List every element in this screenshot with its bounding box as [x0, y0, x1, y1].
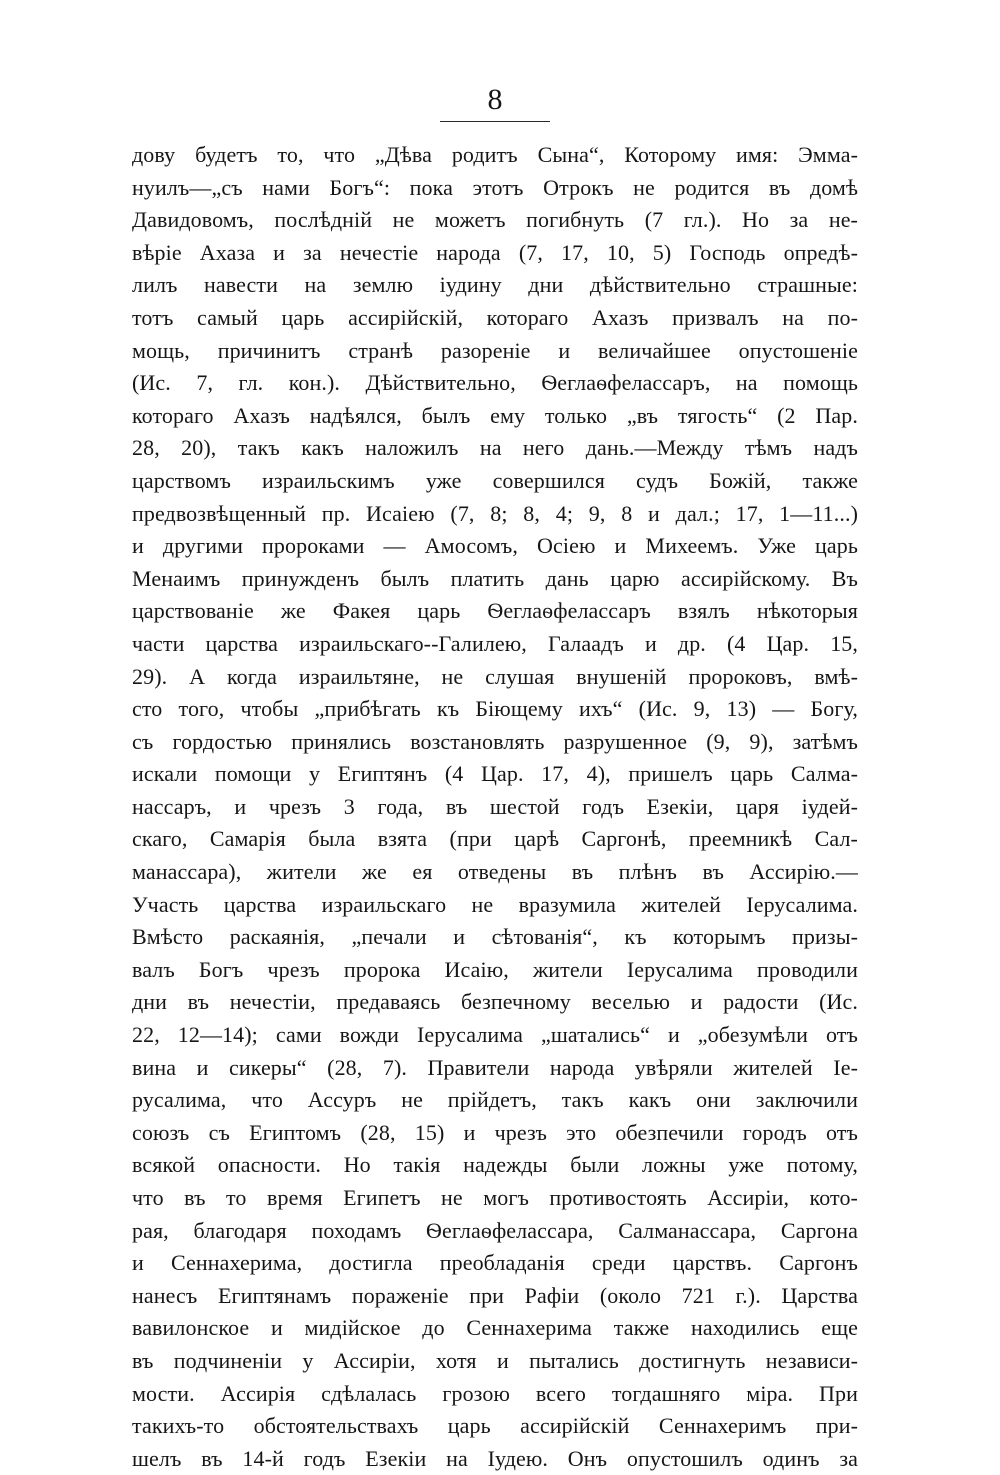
text-line: вина и сикеры“ (28, 7). Правители народа увѣряли жителей Іе-: [132, 1054, 858, 1080]
text-line: Вмѣсто раскаянія, „печали и сѣтованія“, къ которымъ призы-: [132, 924, 858, 950]
text-line: Участь царства израильскаго не вразумила жителей Іерусалима.: [132, 891, 858, 917]
text-line: манассара), жители же ея отведены въ плѣнъ въ Ассирію.—: [132, 859, 858, 885]
text-line: искали помощи у Египтянъ (4 Цар. 17, 4), пришелъ царь Салма-: [132, 761, 858, 787]
text-line: сто того, чтобы „прибѣгать къ Біющему ихъ“ (Ис. 9, 13) — Богу,: [132, 696, 858, 722]
text-line: и другими пророками — Амосомъ, Осіею и Михеемъ. Уже царь: [132, 533, 858, 559]
text-line: (Ис. 7, гл. кон.). Дѣйствительно, Ѳеглаѳфелассаръ, на помощь: [132, 370, 858, 396]
text-line: вѣріе Ахаза и за нечестіе народа (7, 17, 10, 5) Господь опредѣ-: [132, 239, 858, 265]
text-line: Давидовомъ, послѣдній не можетъ погибнуть (7 гл.). Но за не-: [132, 207, 858, 233]
text-line: и Сеннахерима, достигла преобладанія среди царствъ. Саргонъ: [132, 1250, 858, 1276]
text-line: дову будетъ то, что „Дѣва родитъ Сына“, Которому имя: Эмма-: [132, 142, 858, 167]
text-line: въ подчиненіи у Ассиріи, хотя и пытались достигнуть независи-: [132, 1347, 858, 1373]
text-line: лилъ навести на землю іудину дни дѣйствительно страшные:: [132, 272, 858, 298]
text-line: Менаимъ принужденъ былъ платить дань царю ассирійскому. Въ: [132, 565, 858, 591]
text-line: скаго, Самарія была взята (при царѣ Саргонѣ, преемникѣ Сал-: [132, 826, 858, 852]
text-line: нассаръ, и чрезъ 3 года, въ шестой годъ Езекіи, царя іудей-: [132, 793, 858, 819]
text-line: вавилонское и мидійское до Сеннахерима также находились еще: [132, 1315, 858, 1341]
text-line: дни въ нечестіи, предаваясь безпечному веселью и радости (Ис.: [132, 989, 858, 1015]
text-line: 22, 12—14); сами вожди Іерусалима „шатались“ и „обезумѣли отъ: [132, 1022, 858, 1048]
text-line: русалима, что Ассуръ не прійдетъ, такъ какъ они заключили: [132, 1087, 858, 1113]
text-line: всякой опасности. Но такія надежды были ложны уже потому,: [132, 1152, 858, 1178]
text-line: царствомъ израильскимъ уже совершился судъ Божій, также: [132, 467, 858, 493]
body-text: [132, 139, 858, 1475]
text-line: шелъ въ 14-й годъ Езекіи на Іудею. Онъ опустошилъ одинъ за: [132, 1445, 858, 1471]
page-number: 8: [487, 83, 503, 116]
text-line: мощь, причинитъ странѣ разореніе и величайшее опустошеніе: [132, 337, 858, 363]
text-line: предвозвѣщенный пр. Исаіею (7, 8; 8, 4; 9, 8 и дал.; 17, 1—11...): [132, 500, 858, 526]
text-line: мости. Ассирія сдѣлалась грозою всего тогдашняго міра. При: [132, 1380, 858, 1406]
text-line: что въ то время Египетъ не могъ противостоять Ассиріи, кото-: [132, 1185, 858, 1210]
text-line: съ гордостью принялись возстановлять разрушенное (9, 9), затѣмъ: [132, 728, 858, 754]
text-line: нанесъ Египтянамъ пораженіе при Рафіи (около 721 г.). Царства: [132, 1282, 858, 1308]
text-line: валъ Богъ чрезъ пророка Исаію, жители Іерусалима проводили: [132, 956, 858, 982]
text-line: котораго Ахазъ надѣялся, былъ ему только „въ тягость“ (2 Пар.: [132, 402, 858, 428]
text-line: 29). А когда израильтяне, не слушая внушеній пророковъ, вмѣ-: [132, 663, 858, 689]
text-line: 28, 20), такъ какъ наложилъ на него дань.—Между тѣмъ надъ: [132, 435, 858, 461]
text-line: союзъ съ Египтомъ (28, 15) и чрезъ это обезпечили городъ отъ: [132, 1119, 858, 1145]
text-line: нуилъ—„съ нами Богъ“: пока этотъ Отрокъ не родится въ домѣ: [132, 174, 858, 200]
text-line: тотъ самый царь ассирійскій, котораго Ахазъ призвалъ на по-: [132, 304, 858, 330]
text-line: части царства израильскаго--Галилею, Галаадъ и др. (4 Цар. 15,: [132, 630, 858, 656]
page-number-rule: [440, 121, 550, 122]
text-line: такихъ-то обстоятельствахъ царь ассирійскій Сеннахеримъ при-: [132, 1413, 858, 1439]
text-line: рая, благодаря походамъ Ѳеглаѳфелассара, Салманассара, Саргона: [132, 1217, 858, 1243]
text-line: царствованіе же Факея царь Ѳеглаѳфелассаръ взялъ нѣкоторыя: [132, 598, 858, 624]
